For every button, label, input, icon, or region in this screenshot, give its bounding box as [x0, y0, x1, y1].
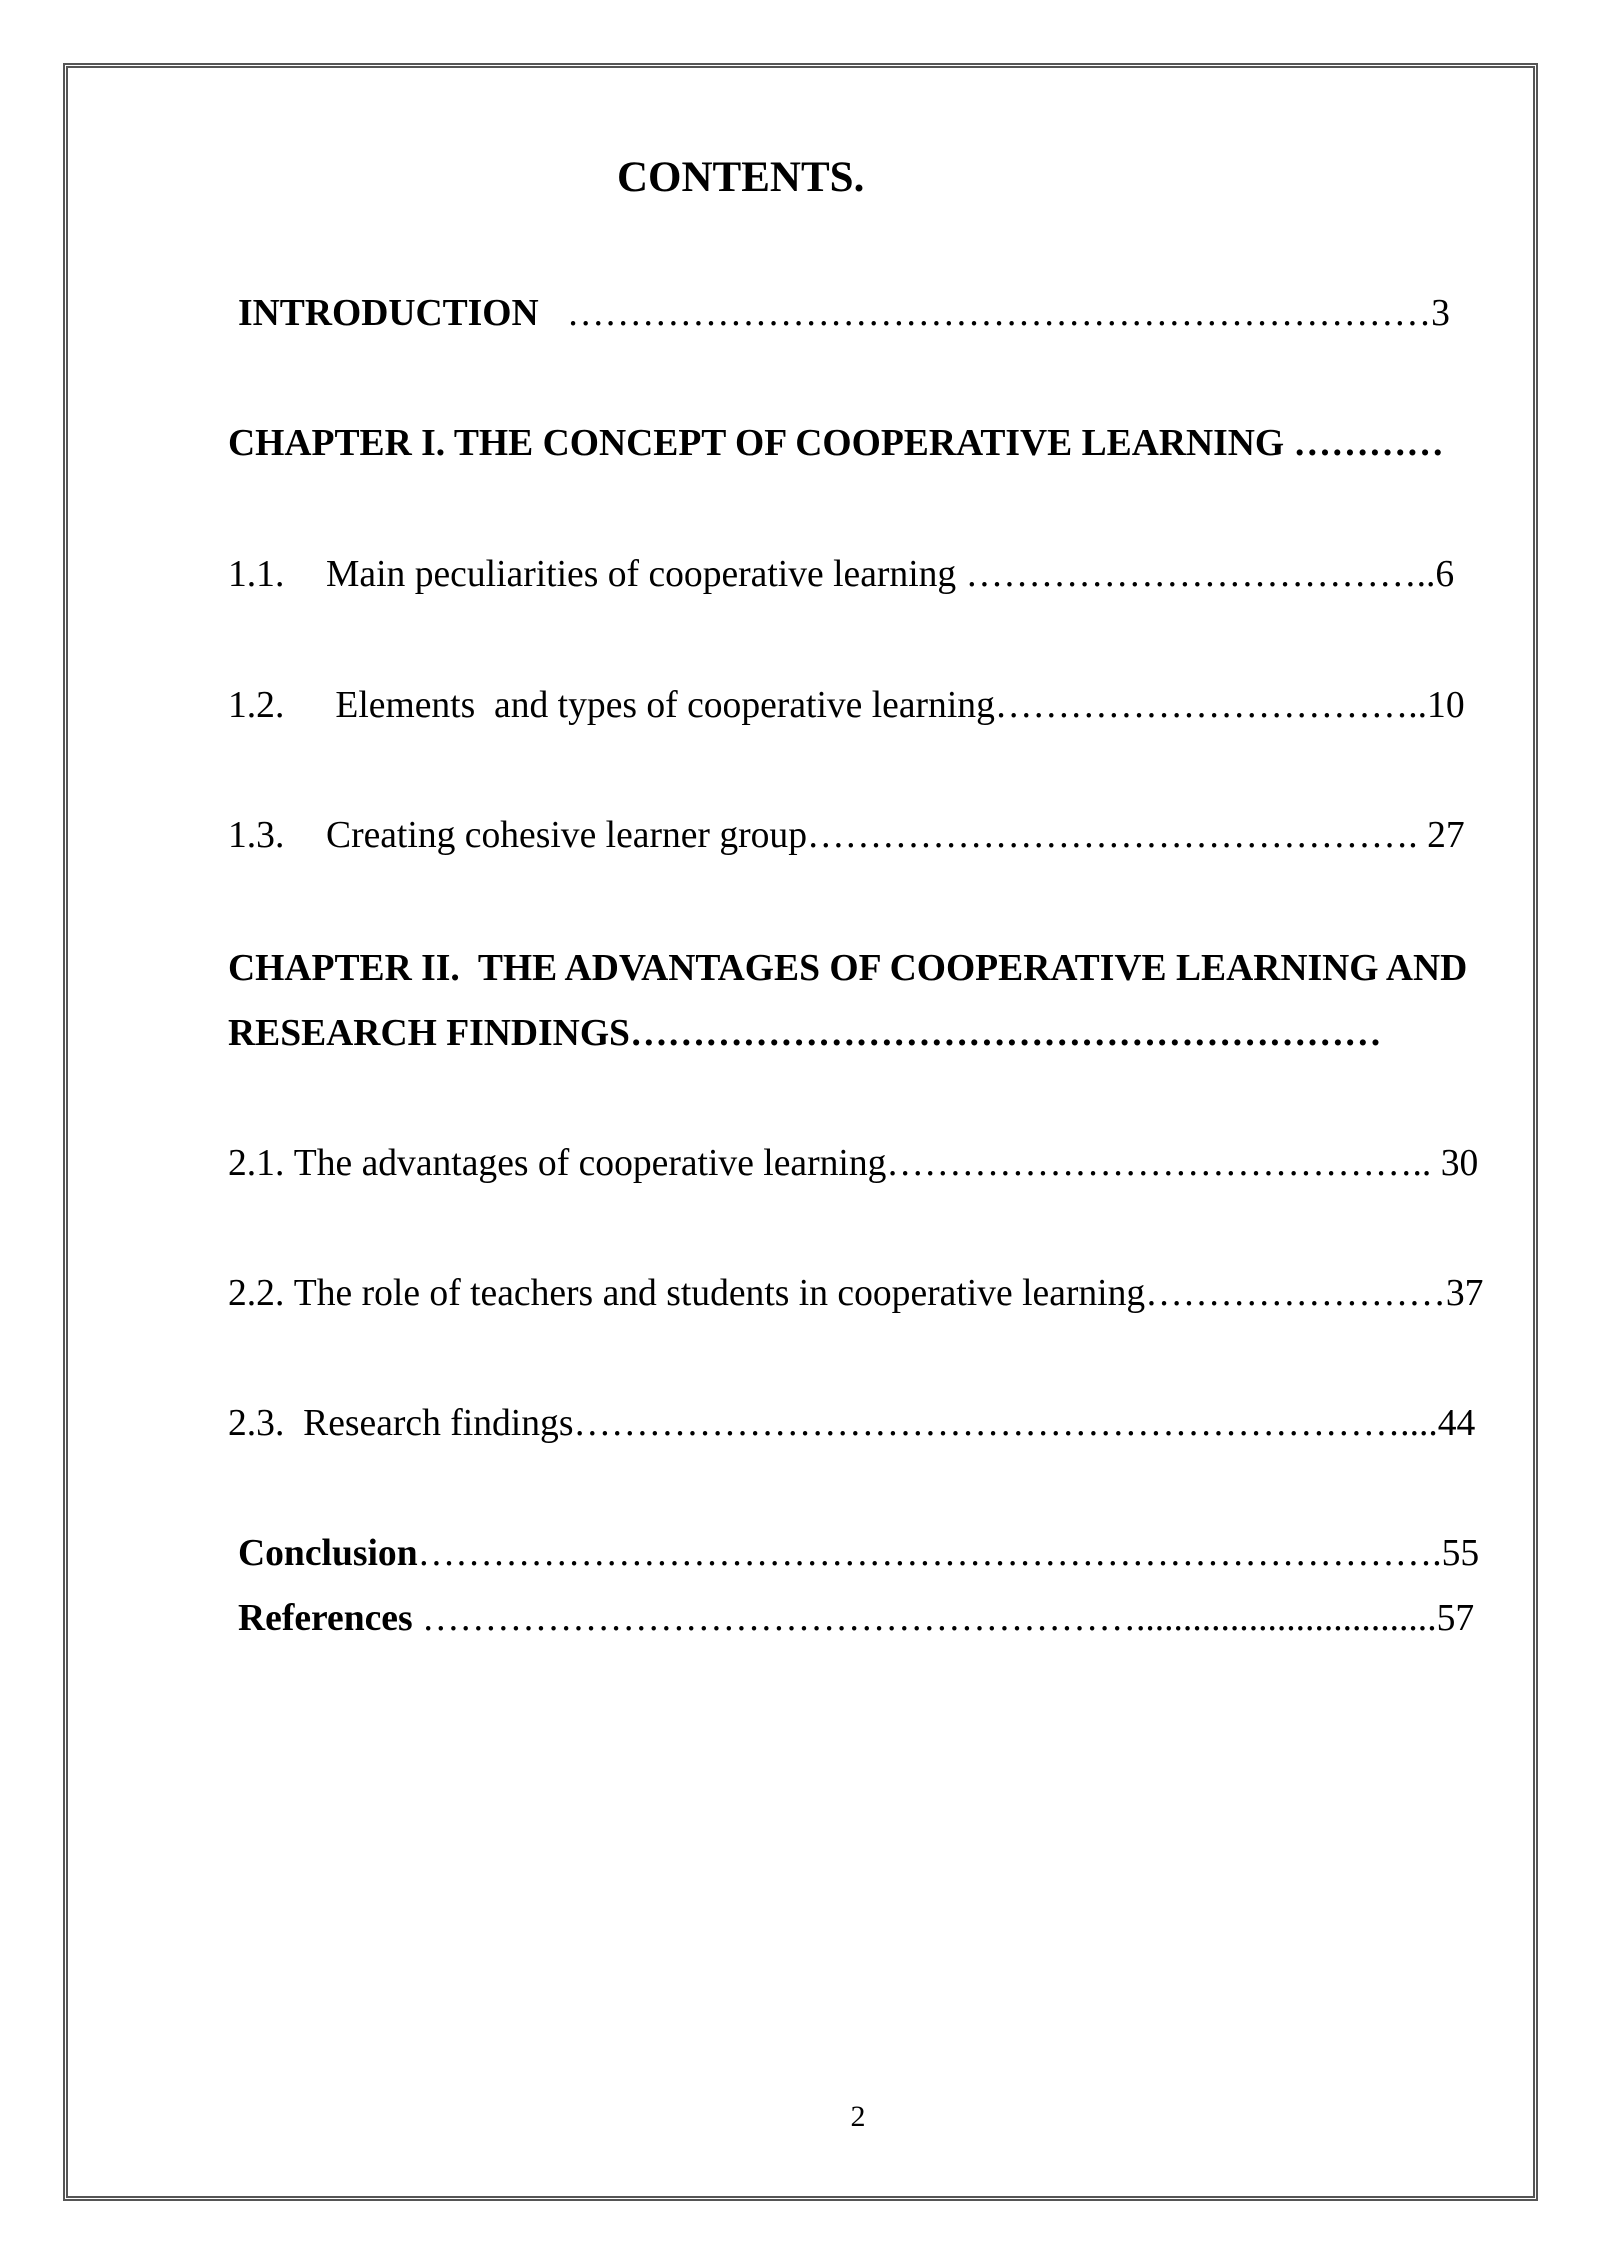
section-number: 2.1.: [228, 1143, 285, 1184]
section-title: Elements and types of cooperative learning: [326, 685, 995, 726]
toc-chapter-1-heading: [228, 422, 1444, 465]
toc-entry-label: Conclusion: [238, 1533, 418, 1574]
toc-leader-dots: ……………………: [1145, 1273, 1446, 1314]
toc-entry-conclusion: [238, 1532, 1479, 1575]
page-title: CONTENTS.: [617, 154, 865, 201]
toc-entry-introduction: [238, 292, 1450, 335]
toc-chapter-2-heading-line-2: [228, 1012, 1382, 1055]
toc-leader-dots: …………………………………………………………....: [573, 1403, 1438, 1444]
toc-page-number: 10: [1427, 685, 1465, 726]
page-border: [63, 63, 1538, 2201]
toc-entry-label: INTRODUCTION: [238, 293, 539, 334]
toc-leader-dots: ……………………………………………………………: [538, 293, 1432, 334]
toc-leader-dots: ……………………………………..: [886, 1143, 1441, 1184]
section-number: 1.1.: [228, 554, 285, 595]
toc-page-number: 44: [1437, 1403, 1476, 1444]
toc-leader-dots: ……………………………..: [994, 685, 1428, 726]
toc-page-number: 37: [1445, 1273, 1484, 1314]
section-title: Creating cohesive learner group: [326, 815, 808, 856]
section-number: 2.3.: [228, 1403, 285, 1444]
section-number: 2.2.: [228, 1273, 285, 1314]
toc-entry-1-3: [228, 814, 1465, 857]
chapter-heading-text: CHAPTER I. THE CONCEPT OF COOPERATIVE LEARNING: [228, 423, 1285, 464]
toc-chapter-2-heading-line-1: [228, 947, 1467, 990]
toc-page-number: 57: [1436, 1598, 1475, 1639]
toc-entry-2-2: [228, 1272, 1483, 1315]
toc-entry-1-2: [228, 684, 1465, 727]
toc-page-number: 6: [1435, 554, 1455, 595]
toc-entry-2-1: [228, 1142, 1478, 1185]
toc-entry-2-3: [228, 1402, 1475, 1445]
toc-leader-dots: …………: [1284, 423, 1444, 464]
toc-entry-label: References: [238, 1598, 413, 1639]
toc-page-number: 30: [1440, 1143, 1479, 1184]
toc-page-number: 55: [1441, 1533, 1480, 1574]
footer-page-number: 2: [850, 2100, 866, 2133]
chapter-heading-text: RESEARCH FINDINGS: [228, 1013, 630, 1054]
chapter-heading-text: CHAPTER II. THE ADVANTAGES OF COOPERATIVE LEARNING AND: [228, 948, 1468, 989]
toc-entry-references: [238, 1597, 1474, 1640]
toc-page-number: 27: [1427, 815, 1465, 856]
toc-leader-dots: ……………………………………………………: [629, 1013, 1382, 1054]
toc-leader-dots: ……………………………………………………………………….: [417, 1533, 1442, 1574]
section-number: 1.3.: [228, 815, 285, 856]
section-number: 1.2.: [228, 685, 285, 726]
toc-leader-dots: ………………………………..: [956, 554, 1436, 595]
section-title: The role of teachers and students in cooperative learning: [293, 1273, 1146, 1314]
toc-leader-dots: …………………………………………………................................: [412, 1598, 1437, 1639]
toc-entry-1-1: [228, 553, 1454, 596]
section-title: The advantages of cooperative learning: [293, 1143, 887, 1184]
section-title: Research findings: [303, 1403, 574, 1444]
section-title: Main peculiarities of cooperative learning: [326, 554, 957, 595]
toc-leader-dots: ………………………………………….: [807, 815, 1428, 856]
toc-page-number: 3: [1431, 293, 1450, 334]
